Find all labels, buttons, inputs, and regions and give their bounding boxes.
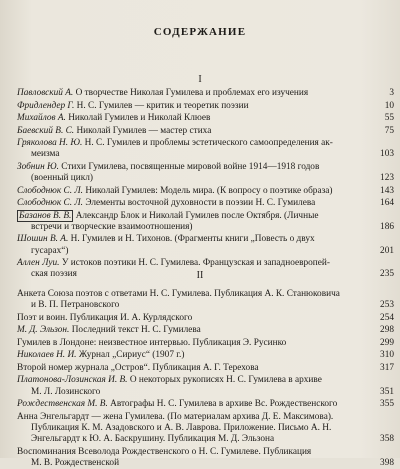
toc-entry xyxy=(17,234,394,257)
toc-entry-title: О некоторых рукописях Н. С. Гумилева в архиве xyxy=(129,375,322,386)
toc-entry-author: Слободнюк С. Л. xyxy=(17,198,83,209)
toc-entry-title: Воспоминания Всеволода Рождественского о Н. С. Гумилеве. Публикация xyxy=(17,446,312,457)
toc-entry-title: ская поэзия xyxy=(31,269,77,280)
toc-entry-line xyxy=(17,363,394,374)
toc-entry-page: 10 xyxy=(384,100,394,111)
toc-entry-author: М. Д. Эльзон. xyxy=(17,325,70,336)
toc-entry-line xyxy=(17,101,394,112)
toc-entry-line xyxy=(17,126,394,137)
toc-entry-page: 143 xyxy=(380,185,394,196)
toc-entry-author: Аллен Луи. xyxy=(17,258,60,269)
toc-entry-title: Элементы восточной духовности в поэзии Н. С. Гумилева xyxy=(85,198,316,209)
toc-entry-title: Н. С. Гумилев — критик и теоретик поэзии xyxy=(76,100,249,111)
toc-entry-line xyxy=(17,186,394,197)
toc-entry-line xyxy=(17,289,394,300)
toc-entry-title: Николай Гумилев и Николай Клюев xyxy=(68,113,211,123)
toc-entry-title: Н. Гумилев и Н. Тихонов. (Фрагменты книги „Повесть о двух xyxy=(70,234,315,245)
toc-entry xyxy=(17,162,394,185)
toc-entry-author: Фридлендер Г. xyxy=(17,100,75,111)
toc-entry-title: У истоков поэтики Н. С. Гумилева. Французская и западноевропей- xyxy=(61,258,330,269)
toc-entry-title: Гумилев в Лондоне: неизвестное интервью. Публикация Э. Русинко xyxy=(17,337,287,348)
toc-entry-title: Публикация К. М. Азадовского и А. В. Лаврова. Приложение. Письмо А. Н. xyxy=(31,422,332,433)
page-title: СОДЕРЖАНИЕ xyxy=(153,26,247,38)
toc-entry-page: 235 xyxy=(380,269,394,280)
toc-entry-author: Платонова-Лозинская И. В. xyxy=(17,375,128,386)
toc-entry-page: 253 xyxy=(380,300,394,311)
toc-entry-author: Павловский А. xyxy=(17,88,74,98)
toc-entry xyxy=(17,350,394,361)
toc-entry-page: 299 xyxy=(380,337,394,348)
toc-entry-author: Баевский В. С. xyxy=(17,125,75,136)
toc-entry-title: О творчестве Николая Гумилева и проблемах его изучения xyxy=(75,88,309,98)
section-numeral-1: I xyxy=(198,74,202,85)
toc-entry-line xyxy=(17,198,394,209)
toc-entry xyxy=(17,101,394,112)
toc-entry-line xyxy=(17,138,394,149)
toc-entry-line xyxy=(17,375,394,386)
toc-entry-title: (военный цикл) xyxy=(31,173,94,184)
toc-entry-page: 351 xyxy=(380,386,394,397)
toc-entry-page: 123 xyxy=(380,173,394,184)
toc-entry-line xyxy=(17,300,394,311)
toc-entry-line xyxy=(17,313,394,324)
toc-entry xyxy=(17,289,394,312)
toc-entry-page: 164 xyxy=(380,198,394,209)
toc-entry-line xyxy=(17,173,394,184)
toc-entry-line xyxy=(17,412,394,423)
toc-entry-line xyxy=(17,246,394,257)
toc-entry-page: 3 xyxy=(389,88,394,98)
toc-entry-author: Шошин В. А. xyxy=(17,234,69,245)
toc-entry-line xyxy=(17,325,394,336)
toc-entry-author: Слободнюк С. Л. xyxy=(17,185,83,196)
toc-entry-line xyxy=(17,234,394,245)
section-numeral-2: II xyxy=(196,270,204,281)
toc-entry-page: 317 xyxy=(380,362,394,373)
toc-entry-line xyxy=(17,88,394,99)
toc-entry-title: Стихи Гумилева, посвященные мировой войне 1914—1918 годов xyxy=(61,161,320,172)
toc-entry-line xyxy=(17,434,394,445)
toc-entry-line xyxy=(17,338,394,349)
toc-entry-title: гусарах“) xyxy=(31,245,69,256)
toc-entry-page: 201 xyxy=(380,245,394,256)
toc-entry xyxy=(17,399,394,410)
toc-entry-title: М. В. Рождественской xyxy=(31,457,120,468)
toc-entry-title: Анкета Союза поэтов с ответами Н. С. Гумилева. Публикация А. К. Станюковича xyxy=(17,289,340,299)
toc-entry-page: 254 xyxy=(380,312,394,323)
toc-entry-title: Анна Энгельгардт — жена Гумилева. (По материалам архива Д. Е. Максимова). xyxy=(17,411,334,422)
toc-entry-line xyxy=(17,162,394,173)
toc-entry-line xyxy=(17,423,394,434)
toc-entry xyxy=(17,126,394,137)
toc-entry-line xyxy=(17,258,394,269)
toc-entry-title: Второй номер журнала „Остров“. Публикация А. Г. Терехова xyxy=(17,362,259,373)
toc-entry-page: 55 xyxy=(384,113,394,123)
toc-entry-page: 398 xyxy=(380,457,394,468)
toc-entry xyxy=(17,325,394,336)
toc-entry-author: Гряколова Н. Ю. xyxy=(17,138,83,148)
toc-entry-title: Александр Блок и Николай Гумилев после Октября. (Личные xyxy=(75,210,319,221)
toc-entry-title: Николай Гумилев — мастер стиха xyxy=(76,125,212,136)
toc-entry-line xyxy=(17,222,394,233)
toc-entry xyxy=(17,338,394,349)
toc-entry-author: Базанов В. В. xyxy=(19,210,72,221)
toc-entry xyxy=(17,113,394,124)
toc-entry-line xyxy=(17,458,394,469)
toc-entry-page: 310 xyxy=(380,350,394,361)
toc-entry-title: меизма xyxy=(31,149,60,160)
toc-entry-line xyxy=(17,387,394,398)
toc-entry-author: Николаев Н. И. xyxy=(17,350,77,361)
toc-entry-page: 103 xyxy=(380,149,394,160)
toc-entry-title: Н. С. Гумилев и проблемы эстетического самоопределения ак- xyxy=(84,138,333,148)
toc-entry-title: встречи и творческие взаимоотношения) xyxy=(31,221,193,232)
toc-entry-page: 355 xyxy=(380,399,394,410)
toc-entry-title: Энгельгардт к Ю. А. Баскрушину. Публикация М. Д. Эльзона xyxy=(31,434,275,445)
toc-entry xyxy=(17,211,394,234)
toc-entry xyxy=(17,412,394,446)
toc-entry-line xyxy=(17,113,394,124)
toc-entry-title: Николай Гумилев: Модель мира. (К вопросу о поэтике образа) xyxy=(85,185,333,196)
toc-entry-line xyxy=(17,149,394,160)
toc-entry-page: 75 xyxy=(384,125,394,136)
toc-entry-page: 358 xyxy=(380,434,394,445)
toc-entry xyxy=(17,88,394,99)
toc-entry-title: М. Л. Лозинского xyxy=(31,386,101,397)
toc-entry-line xyxy=(17,399,394,410)
toc-entry-title: Последний текст Н. С. Гумилева xyxy=(71,325,201,336)
toc-entry-author: Михайлов А. xyxy=(17,113,66,123)
toc-entry xyxy=(17,186,394,197)
toc-entry xyxy=(17,363,394,374)
toc-entry-title: Журнал „Сириус“ (1907 г.) xyxy=(78,350,185,361)
toc-entry-line xyxy=(17,350,394,361)
toc-entry-title: и В. П. Петрановского xyxy=(31,300,120,311)
toc-entry-line xyxy=(17,447,394,458)
toc-entry-page: 298 xyxy=(380,325,394,336)
toc-entry-title: Поэт и воин. Публикация И. А. Курлядского xyxy=(17,312,193,323)
toc-entry xyxy=(17,198,394,209)
toc-entry xyxy=(17,313,394,324)
toc-entry-line xyxy=(17,211,394,222)
toc-entry xyxy=(17,138,394,161)
toc-entry-title: Автографы Н. С. Гумилева в архиве Вс. Рождественского xyxy=(110,399,338,410)
toc-entry-author: Зобнин Ю. xyxy=(17,161,59,172)
toc-entry-page: 186 xyxy=(380,221,394,232)
toc-entry-author: Рождественская М. В. xyxy=(17,399,108,410)
toc-entry xyxy=(17,375,394,398)
